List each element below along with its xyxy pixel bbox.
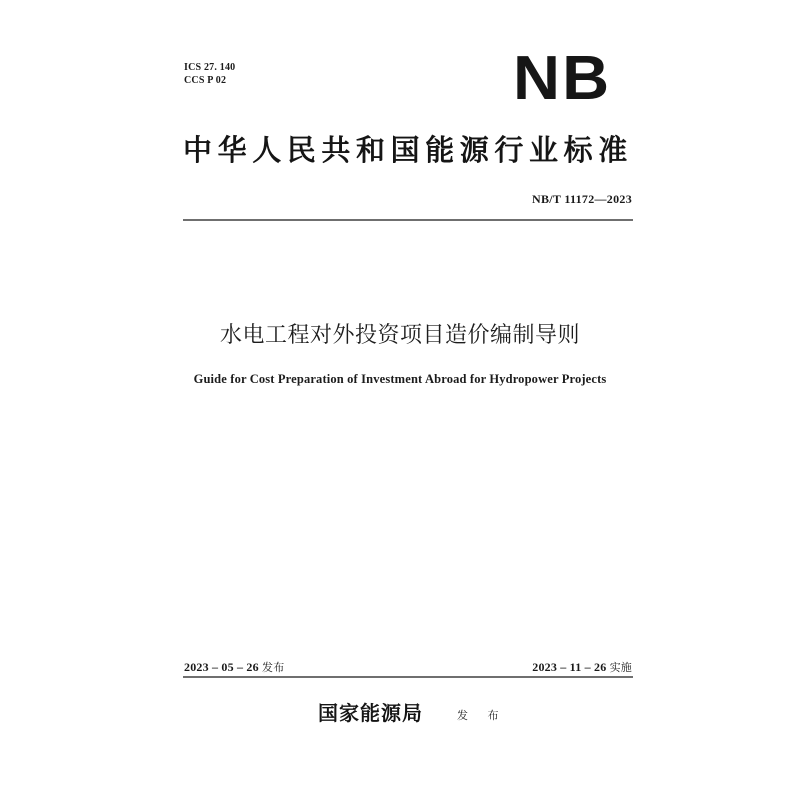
- effective-label: 实施: [609, 661, 632, 674]
- effective-date-value: 2023 – 11 – 26: [532, 660, 607, 674]
- issuing-authority: 国家能源局: [318, 701, 423, 725]
- document-title-en: Guide for Cost Preparation of Investment Abroad for Hydropower Projects: [193, 372, 607, 386]
- nb-logo: NB: [513, 44, 612, 113]
- document-title-cn: 水电工程对外投资项目造价编制导则: [219, 323, 580, 348]
- publish-date-value: 2023 – 05 – 26: [184, 660, 259, 674]
- standard-category-title: 中华人民共和国能源行业标准: [183, 133, 633, 167]
- effective-date: [532, 659, 632, 675]
- publish-label: 发布: [262, 661, 285, 674]
- top-divider: [183, 219, 633, 221]
- issue-label: 发 布: [457, 709, 507, 722]
- standard-number: NB/T 11172—2023: [532, 192, 632, 206]
- ics-code: ICS 27. 140: [184, 62, 236, 73]
- classification-codes: [184, 61, 235, 87]
- publish-date: [184, 659, 284, 675]
- ccs-code: CCS P 02: [184, 75, 227, 86]
- bottom-divider: [183, 676, 633, 678]
